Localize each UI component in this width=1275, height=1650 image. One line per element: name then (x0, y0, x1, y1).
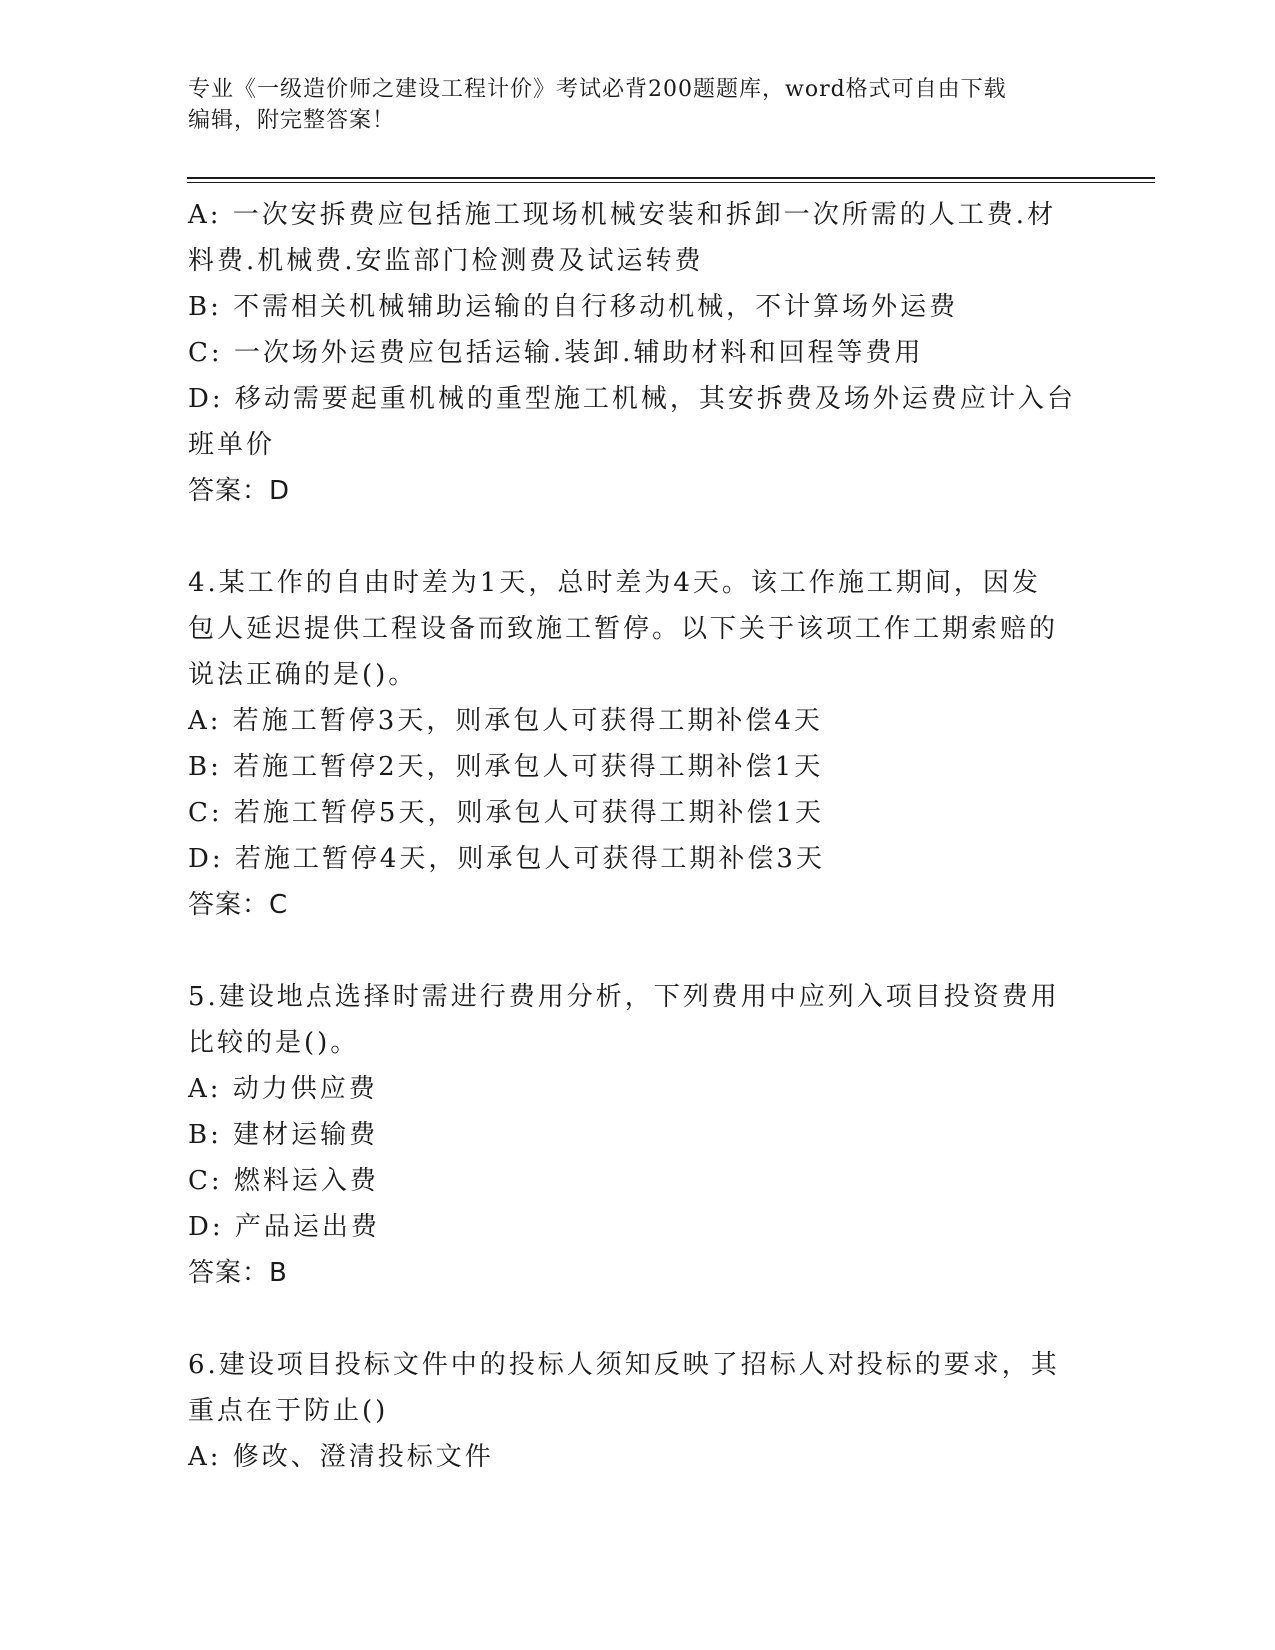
q3-option-a-line-2: 料费.机械费.安监部门检测费及试运转费 (188, 246, 704, 276)
q3-option-c: C: 一次场外运费应包括运输.装卸.辅助材料和回程等费用 (188, 338, 924, 368)
q6-option-a: A: 修改、澄清投标文件 (188, 1442, 494, 1472)
q4-stem-line-3: 说法正确的是()。 (188, 660, 418, 690)
q5-stem-line-2: 比较的是()。 (188, 1028, 360, 1058)
header-line-2: 编辑，附完整答案！ (188, 108, 396, 133)
q4-answer: 答案：C (188, 890, 289, 920)
spacer (188, 1296, 1088, 1342)
q4-option-b: B: 若施工暂停2天，则承包人可获得工期补偿1天 (188, 752, 824, 782)
spacer (188, 514, 1088, 560)
q4-stem-line-1: 4.某工作的自由时差为1天，总时差为4天。该工作施工期间，因发 (188, 568, 1041, 598)
document-body (188, 192, 1088, 1480)
q4-option-d: D: 若施工暂停4天，则承包人可获得工期补偿3天 (188, 844, 825, 874)
q6-stem-line-2: 重点在于防止() (188, 1396, 389, 1426)
document-header (188, 74, 1088, 136)
header-rule-thin (187, 182, 1155, 183)
q3-option-a-line-1: A: 一次安拆费应包括施工现场机械安装和拆卸一次所需的人工费.材 (188, 200, 1057, 230)
question-3 (188, 192, 1088, 514)
q4-option-a: A: 若施工暂停3天，则承包人可获得工期补偿4天 (188, 706, 823, 736)
q5-stem-line-1: 5.建设地点选择时需进行费用分析，下列费用中应列入项目投资费用 (188, 982, 1060, 1012)
question-6 (188, 1342, 1088, 1480)
q4-stem-line-2: 包人延迟提供工程设备而致施工暂停。以下关于该项工作工期索赔的 (188, 614, 1059, 644)
q5-option-c: C: 燃料运入费 (188, 1166, 379, 1196)
q5-option-d: D: 产品运出费 (188, 1212, 380, 1242)
q3-answer: 答案：D (188, 476, 291, 506)
q6-stem-line-1: 6.建设项目投标文件中的投标人须知反映了招标人对投标的要求，其 (188, 1350, 1060, 1380)
q5-answer: 答案：B (188, 1258, 288, 1288)
q5-option-a: A: 动力供应费 (188, 1074, 378, 1104)
question-4 (188, 560, 1088, 928)
question-5 (188, 974, 1088, 1296)
q3-option-b: B: 不需相关机械辅助运输的自行移动机械，不计算场外运费 (188, 292, 959, 322)
q4-option-c: C: 若施工暂停5天，则承包人可获得工期补偿1天 (188, 798, 825, 828)
q3-option-d-line-1: D: 移动需要起重机械的重型施工机械，其安拆费及场外运费应计入台 (188, 384, 1076, 414)
header-rule-thick (187, 177, 1155, 179)
q3-option-d-line-2: 班单价 (188, 430, 276, 460)
q5-option-b: B: 建材运输费 (188, 1120, 379, 1150)
spacer (188, 928, 1088, 974)
header-line-1: 专业《一级造价师之建设工程计价》考试必背200题题库，word格式可自由下载 (188, 77, 1007, 102)
